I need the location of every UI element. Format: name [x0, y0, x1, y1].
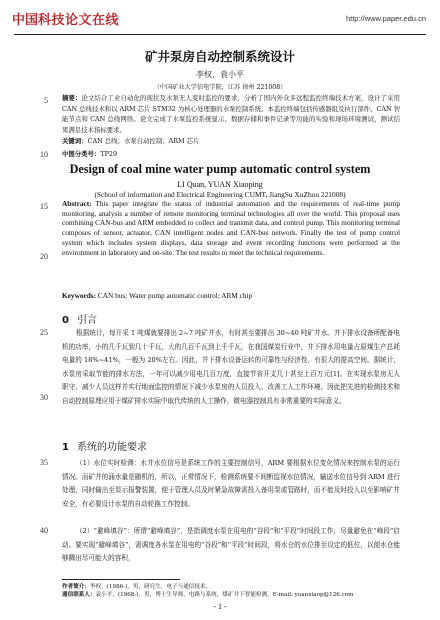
line-number: 25: [40, 328, 48, 337]
logo-mark: 中国: [12, 12, 39, 28]
affiliation-cn: （中国矿业大学信电学院，江苏 徐州 221008）: [153, 84, 287, 91]
section-number: 0: [62, 315, 69, 326]
line-number: 20: [40, 252, 48, 261]
section-title: 引言: [76, 315, 97, 326]
line-number: 15: [40, 202, 48, 211]
logo-text: 科技论文在线: [38, 12, 120, 28]
footnote-author-bio: [62, 583, 412, 591]
line-number: 40: [40, 526, 48, 535]
paper-title-cn: 矿井泵房自动控制系统设计: [144, 49, 295, 64]
abstract-en-label: Abstract:: [62, 199, 92, 208]
header-divider: [14, 34, 426, 35]
intro-paragraph: 根据统计，每开采 1 吨煤就要排出 2~7 吨矿井水，有时甚至要排出 30~40 吨矿井水。井下排水设备所配备电机的功率，小的几千瓦到几十千瓦，大的几百千瓦到上千千瓦，在我国煤炭行业中，井下排水用电量占原煤生产总耗电量的 18%~41%，一般为 20%左右。因此，井下排水设备运转的可靠性与经济性，有很大的提高空间。据统计，水泵房采取节能的排水方法，一年可以减少用电几百万度，直接节省开支几十甚至上百万元[1]。在实现水泵房无人职守、减少人员这样并实行地面监控的情况下减少水泵房的人员投入、改善工人工作环境。因此把先进的检测技术和自动控制原理应用于煤矿排水实际中取代传统的人工操作，微电器控制具有非常重要的实际意义。: [62, 329, 400, 405]
abstract-cn-text: 论文结合工业自动化的现状及水泵无人变时监控的要求，分析了国内外众多远程监控终端技术方案，设计了采用 CAN 总线技术和以 ARM 芯片 STM32 为核心处理器的水泵控制系统。本监控终端包括传感器组及执行部件、CAN 智能节点和 CAN 总线网络。论文完成了水泵监控系统显示、数据存储和事件记录等功能的实验和现场环境测试，测试结果满足技术指标要求。: [62, 94, 401, 134]
abstract-cn-label: 摘要：: [62, 94, 82, 102]
footnote-label: 通信联系人：: [62, 592, 96, 598]
keywords-en: [62, 291, 400, 300]
section-heading-requirements: [62, 438, 147, 453]
line-number: 10: [40, 150, 48, 159]
keywords-en-text: CAN bus; Water pump automatic control; ARM chip: [97, 291, 253, 300]
section-heading-intro: [62, 311, 97, 326]
journal-logo[interactable]: [12, 8, 119, 28]
keywords-cn: [62, 136, 400, 145]
requirement-paragraph: （1）水位实时检测：水井水位信号是系统工作的主要控制信号，ARM 要根据水位变化情况来控制水泵的运行情况。而矿井的涌水量是随机的，所以，正常情况下，检测系统要不间断监视水位情况，输送水位信号到 ARM 进行处理，同时输出至显示报警装置，便于管理人员及时紧急故障需投入备用泵或管路时，而不能及时投入以至影响矿井安全，有必要设计水泵的自动轮换工作控制。: [62, 459, 400, 508]
line-number: 5: [44, 96, 48, 105]
clc-label: 中图分类号：: [62, 150, 101, 158]
footnote-text: 李权，(1986-)，男，研究生，电子与通信技术。: [89, 584, 212, 590]
site-url-link[interactable]: http://www.paper.edu.cn: [345, 14, 426, 23]
abstract-en: [62, 199, 400, 257]
affiliation-en: (School of information and Electrical Engineering CUMT, JiangSu XuZhou 221008): [94, 190, 346, 199]
abstract-en-text: This paper integrate the status of industrial automation and the requirements of real-time pump monitoring, analysis a number of remote monitoring terminal technologies all over the world. This proposal uses combining CAN-bus and ARM embedded to collect and transmit data, and control pump. This monitoring terminal composes of sensor, actuator, CAN intelligent nodes and CAN-bus network. Finally the test of pump control system which includes system displays, data storage and event recording functions were performed at the environment in laboratory and on-site. The test results to meet the technical requirements.: [62, 199, 400, 257]
authors-cn: 李权，袁小平: [196, 70, 244, 79]
authors-en: LI Quan, YUAN Xiaoping: [177, 180, 263, 189]
page-number: - 1 -: [213, 602, 227, 611]
clc-number: [62, 149, 400, 158]
clc-value: TP29: [100, 150, 118, 158]
footnote-divider: [62, 579, 180, 580]
footnote-text: 袁小平，(1968-)，男，博士生导师，电路与系统，煤矿井下智能检测。E-mail: yuanxiaop@126.com: [95, 592, 354, 598]
keywords-en-label: Keywords:: [62, 291, 97, 300]
section-title: 系统的功能要求: [76, 442, 147, 453]
footnote-label: 作者简介：: [62, 584, 90, 590]
keywords-cn-text: CAN 总线；水泵自动控制；ARM 芯片: [87, 137, 200, 145]
keywords-cn-label: 关键词：: [62, 137, 88, 145]
abstract-cn: [62, 93, 400, 135]
section-number: 1: [62, 442, 69, 453]
line-number: 30: [40, 393, 48, 402]
requirement-paragraph: （2）“避峰填谷”：所谓“避峰填谷”，是指调度水泵在用电的“谷段”和“平段”时间段工作，尽量避免在“峰段”启动。要实现“避峰填谷”，需调度各水泵在用电的“谷段”和“平段”时间段，将水仓的水位排至设定的低位，以便水仓能够腾出尽可能大的容积，: [62, 527, 400, 562]
line-number: 35: [40, 458, 48, 467]
paper-title-en: Design of coal mine water pump automatic control system: [69, 162, 371, 176]
footnote-contact: [62, 591, 412, 599]
